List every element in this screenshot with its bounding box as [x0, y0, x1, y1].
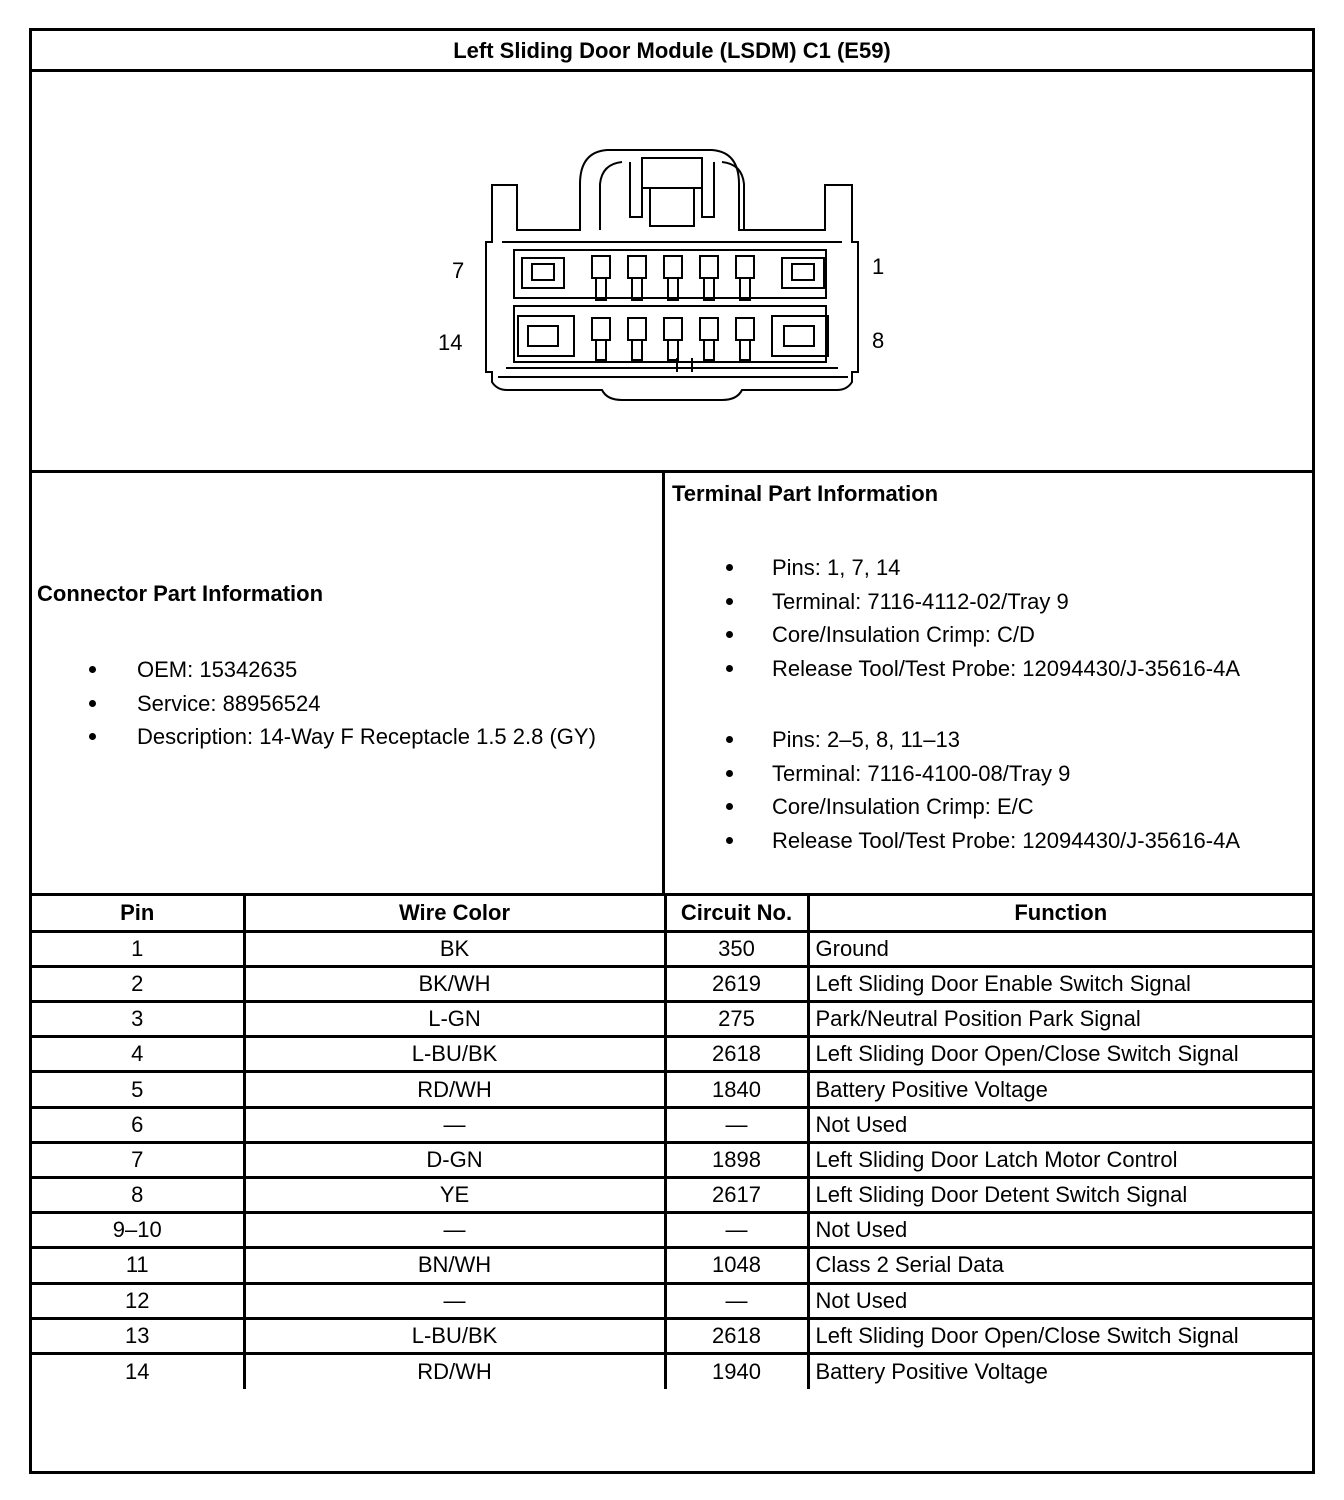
list-item: Core/Insulation Crimp: C/D [723, 618, 1240, 652]
table-row [32, 1002, 1312, 1037]
table-row [32, 1213, 1312, 1248]
bullet-icon [726, 631, 733, 638]
cell-function: Class 2 Serial Data [808, 1248, 1312, 1283]
cell-circuit: 2618 [665, 1318, 808, 1353]
cell-function: Ground [808, 931, 1312, 966]
cell-wire-color: D-GN [244, 1142, 665, 1177]
list-item: Core/Insulation Crimp: E/C [723, 790, 1240, 824]
list-item: Service: 88956524 [87, 687, 596, 721]
bullet-icon [89, 700, 96, 707]
cell-function: Left Sliding Door Latch Motor Control [808, 1142, 1312, 1177]
header-function: Function [808, 896, 1312, 931]
bullet-icon [726, 770, 733, 777]
cell-pin: 13 [32, 1318, 244, 1353]
connector-sheet [29, 28, 1315, 1474]
terminal-heading: Terminal Part Information [672, 481, 939, 506]
cell-pin: 14 [32, 1353, 244, 1388]
bullet-icon [726, 665, 733, 672]
list-item: Release Tool/Test Probe: 12094430/J-35616-4A [723, 652, 1240, 686]
cell-wire-color: RD/WH [244, 1072, 665, 1107]
cell-pin: 5 [32, 1072, 244, 1107]
list-item: Terminal: 7116-4112-02/Tray 9 [723, 585, 1240, 619]
table-row [32, 1107, 1312, 1142]
cell-function: Battery Positive Voltage [808, 1072, 1312, 1107]
cell-function: Left Sliding Door Open/Close Switch Signal [808, 1037, 1312, 1072]
cell-pin: 8 [32, 1178, 244, 1213]
cell-pin: 4 [32, 1037, 244, 1072]
cell-function: Left Sliding Door Enable Switch Signal [808, 966, 1312, 1001]
list-item: Pins: 2–5, 8, 11–13 [723, 723, 1240, 757]
cell-circuit: — [665, 1283, 808, 1318]
cell-function: Battery Positive Voltage [808, 1353, 1312, 1388]
cell-circuit: 2617 [665, 1178, 808, 1213]
connector-part-info [32, 473, 665, 893]
cell-circuit: 1840 [665, 1072, 808, 1107]
cell-wire-color: RD/WH [244, 1353, 665, 1388]
header-pin: Pin [32, 896, 244, 931]
header-circuit-no: Circuit No. [665, 896, 808, 931]
cell-wire-color: L-BU/BK [244, 1318, 665, 1353]
pin-table [32, 896, 1312, 1389]
pin-label-7: 7 [452, 258, 465, 283]
bullet-icon [726, 598, 733, 605]
cell-function: Not Used [808, 1213, 1312, 1248]
connector-face-drawing [32, 72, 1312, 470]
cell-pin: 7 [32, 1142, 244, 1177]
connector-heading: Connector Part Information [37, 581, 324, 606]
terminal-part-info [665, 473, 1312, 893]
table-row [32, 1178, 1312, 1213]
pin-label-14: 14 [438, 330, 463, 355]
list-item: Release Tool/Test Probe: 12094430/J-35616-4A [723, 824, 1240, 858]
bullet-icon [89, 733, 96, 740]
pin-label-1: 1 [872, 254, 885, 279]
page-title: Left Sliding Door Module (LSDM) C1 (E59) [32, 31, 1312, 72]
cell-pin: 9–10 [32, 1213, 244, 1248]
cell-circuit: — [665, 1213, 808, 1248]
cell-wire-color: BK [244, 931, 665, 966]
cell-circuit: 1940 [665, 1353, 808, 1388]
pin-label-8: 8 [872, 328, 885, 353]
cell-wire-color: — [244, 1283, 665, 1318]
list-item: Description: 14-Way F Receptacle 1.5 2.8 (GY) [87, 720, 596, 754]
cell-circuit: 275 [665, 1002, 808, 1037]
table-row [32, 1283, 1312, 1318]
cell-wire-color: — [244, 1213, 665, 1248]
cell-function: Left Sliding Door Open/Close Switch Signal [808, 1318, 1312, 1353]
part-information [32, 473, 1312, 896]
bullet-icon [726, 803, 733, 810]
cell-pin: 12 [32, 1283, 244, 1318]
cell-function: Park/Neutral Position Park Signal [808, 1002, 1312, 1037]
cell-circuit: 2619 [665, 966, 808, 1001]
list-item: OEM: 15342635 [87, 653, 596, 687]
cell-wire-color: L-BU/BK [244, 1037, 665, 1072]
bullet-icon [726, 736, 733, 743]
table-row [32, 1248, 1312, 1283]
cell-circuit: 2618 [665, 1037, 808, 1072]
bullet-icon [726, 564, 733, 571]
list-item: Pins: 1, 7, 14 [723, 551, 1240, 585]
connector-list [87, 653, 596, 754]
table-row [32, 1318, 1312, 1353]
table-row [32, 1072, 1312, 1107]
table-row [32, 966, 1312, 1001]
list-item: Terminal: 7116-4100-08/Tray 9 [723, 757, 1240, 791]
cell-pin: 2 [32, 966, 244, 1001]
header-wire-color: Wire Color [244, 896, 665, 931]
cell-function: Left Sliding Door Detent Switch Signal [808, 1178, 1312, 1213]
cell-wire-color: YE [244, 1178, 665, 1213]
bullet-icon [89, 666, 96, 673]
cell-pin: 1 [32, 931, 244, 966]
cell-wire-color: L-GN [244, 1002, 665, 1037]
bullet-icon [726, 837, 733, 844]
table-header-row [32, 896, 1312, 931]
cell-pin: 6 [32, 1107, 244, 1142]
cell-function: Not Used [808, 1283, 1312, 1318]
cell-circuit: 1048 [665, 1248, 808, 1283]
cell-function: Not Used [808, 1107, 1312, 1142]
cell-wire-color: BK/WH [244, 966, 665, 1001]
cell-circuit: 350 [665, 931, 808, 966]
cell-wire-color: — [244, 1107, 665, 1142]
connector-diagram [32, 72, 1312, 473]
table-row [32, 1037, 1312, 1072]
terminal-list-2 [723, 723, 1240, 857]
table-row [32, 931, 1312, 966]
cell-circuit: 1898 [665, 1142, 808, 1177]
cell-wire-color: BN/WH [244, 1248, 665, 1283]
table-row [32, 1142, 1312, 1177]
table-row [32, 1353, 1312, 1388]
cell-pin: 3 [32, 1002, 244, 1037]
cell-circuit: — [665, 1107, 808, 1142]
cell-pin: 11 [32, 1248, 244, 1283]
terminal-list-1 [723, 551, 1240, 685]
